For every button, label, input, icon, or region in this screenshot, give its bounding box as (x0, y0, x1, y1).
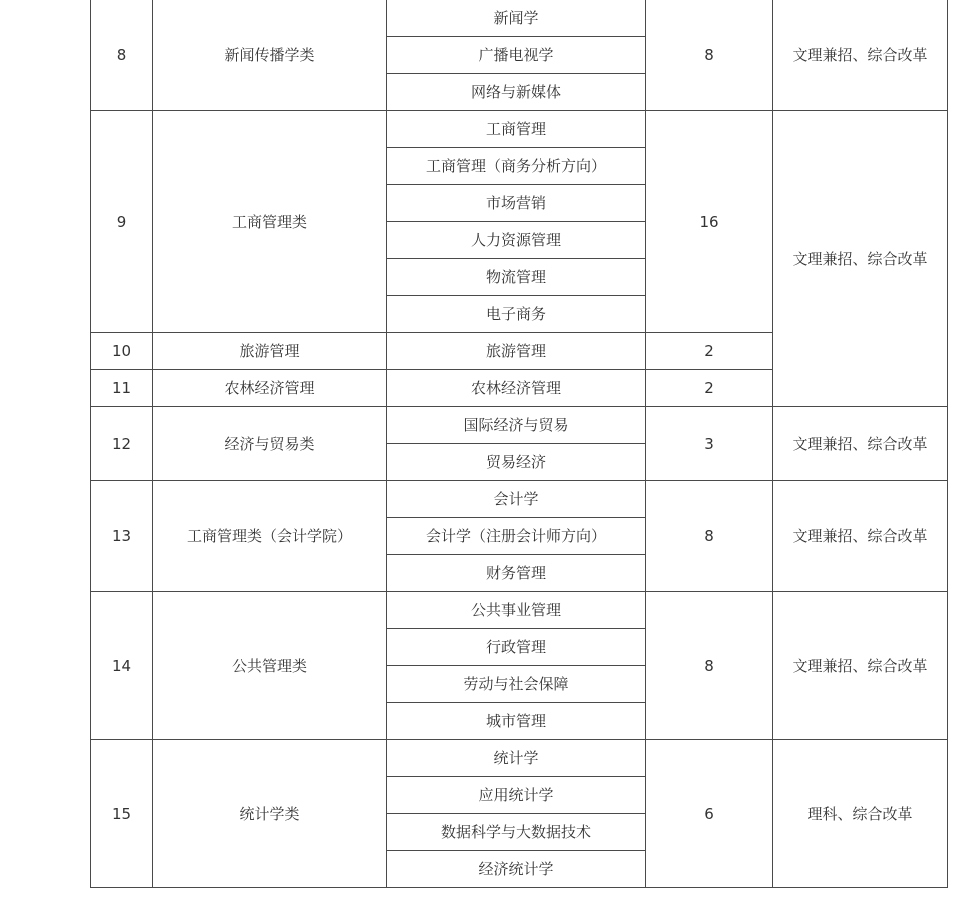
major-name: 贸易经济 (387, 444, 646, 481)
enrollment-count: 8 (646, 0, 773, 111)
row-number: 12 (91, 407, 153, 481)
major-name: 行政管理 (387, 629, 646, 666)
major-name: 电子商务 (387, 296, 646, 333)
major-name: 应用统计学 (387, 777, 646, 814)
major-name: 会计学 (387, 481, 646, 518)
row-number: 15 (91, 740, 153, 888)
enrollment-count: 8 (646, 481, 773, 592)
enrollment-count: 16 (646, 111, 773, 333)
category-name: 农林经济管理 (153, 370, 387, 407)
major-name: 城市管理 (387, 703, 646, 740)
admission-type: 文理兼招、综合改革 (773, 592, 948, 740)
table-row (91, 740, 948, 777)
major-name: 财务管理 (387, 555, 646, 592)
major-name: 会计学（注册会计师方向） (387, 518, 646, 555)
major-name: 公共事业管理 (387, 592, 646, 629)
enrollment-count: 3 (646, 407, 773, 481)
admission-type: 文理兼招、综合改革 (773, 407, 948, 481)
category-name: 新闻传播学类 (153, 0, 387, 111)
category-name: 工商管理类（会计学院） (153, 481, 387, 592)
admission-type: 理科、综合改革 (773, 740, 948, 888)
enrollment-count: 2 (646, 370, 773, 407)
table-row (91, 592, 948, 629)
major-name: 经济统计学 (387, 851, 646, 888)
category-name: 旅游管理 (153, 333, 387, 370)
admission-type: 文理兼招、综合改革 (773, 481, 948, 592)
row-number: 13 (91, 481, 153, 592)
row-number: 8 (91, 0, 153, 111)
category-name: 统计学类 (153, 740, 387, 888)
major-name: 市场营销 (387, 185, 646, 222)
major-name: 国际经济与贸易 (387, 407, 646, 444)
major-name: 数据科学与大数据技术 (387, 814, 646, 851)
row-number: 11 (91, 370, 153, 407)
table-row (91, 111, 948, 148)
major-name: 网络与新媒体 (387, 74, 646, 111)
table-row (91, 407, 948, 444)
major-name: 农林经济管理 (387, 370, 646, 407)
enrollment-table (90, 0, 948, 888)
enrollment-count: 2 (646, 333, 773, 370)
row-number: 10 (91, 333, 153, 370)
table-row (91, 481, 948, 518)
major-name: 人力资源管理 (387, 222, 646, 259)
category-name: 工商管理类 (153, 111, 387, 333)
major-name: 统计学 (387, 740, 646, 777)
enrollment-count: 8 (646, 592, 773, 740)
row-number: 14 (91, 592, 153, 740)
major-name: 新闻学 (387, 0, 646, 37)
admission-type: 文理兼招、综合改革 (773, 111, 948, 407)
major-name: 物流管理 (387, 259, 646, 296)
category-name: 公共管理类 (153, 592, 387, 740)
major-name: 旅游管理 (387, 333, 646, 370)
major-name: 广播电视学 (387, 37, 646, 74)
major-name: 劳动与社会保障 (387, 666, 646, 703)
table-row (91, 0, 948, 37)
major-name: 工商管理 (387, 111, 646, 148)
major-name: 工商管理（商务分析方向） (387, 148, 646, 185)
admission-type: 文理兼招、综合改革 (773, 0, 948, 111)
category-name: 经济与贸易类 (153, 407, 387, 481)
enrollment-count: 6 (646, 740, 773, 888)
row-number: 9 (91, 111, 153, 333)
